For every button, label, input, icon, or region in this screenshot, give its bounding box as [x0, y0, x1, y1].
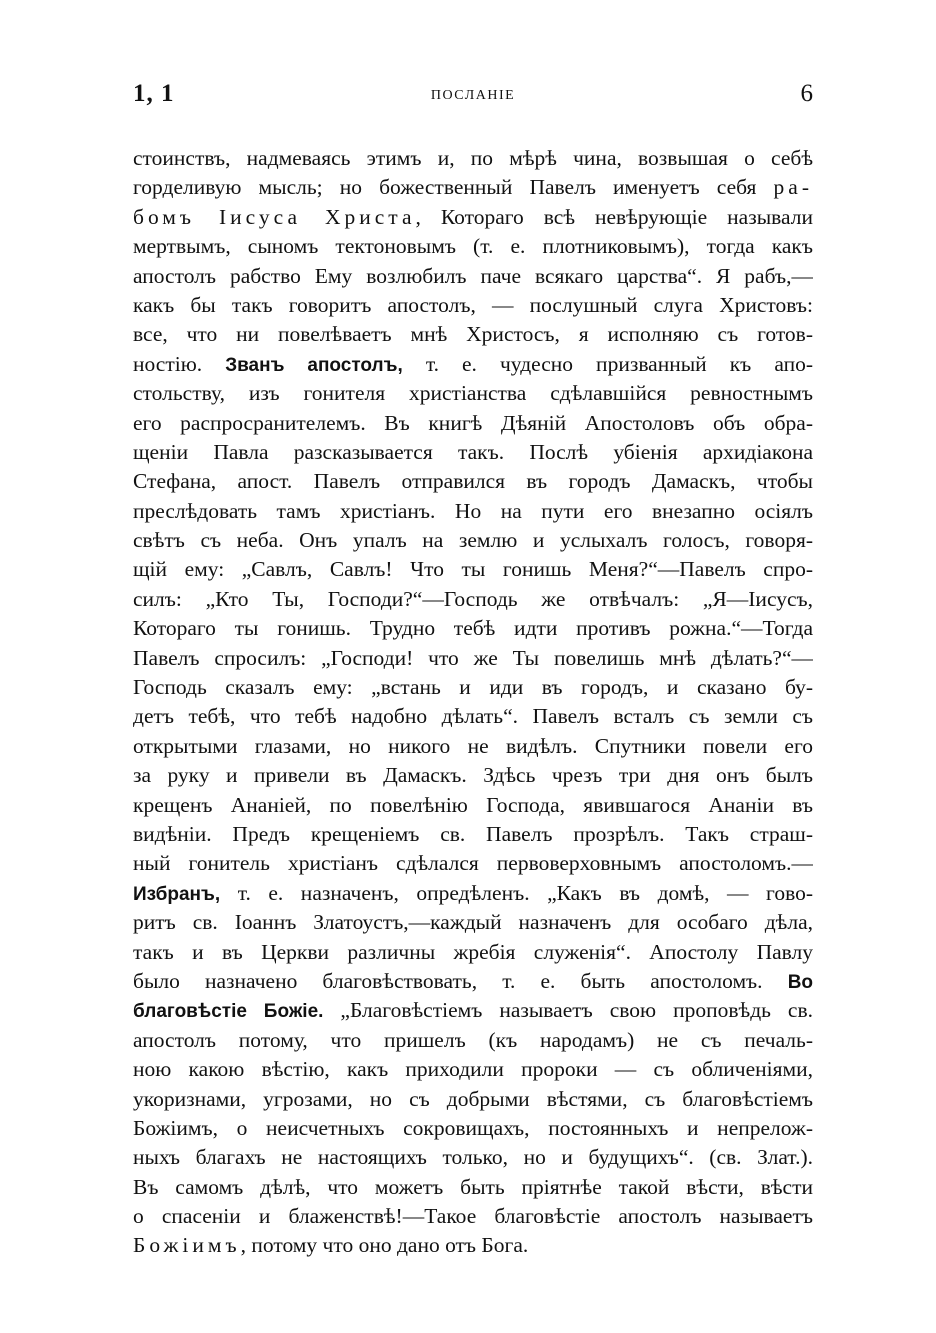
text-line [133, 203, 813, 232]
text-line [133, 879, 813, 908]
text-line: свѣтъ съ неба. Онъ упалъ на землю и услыхалъ голосъ, говоря- [133, 528, 813, 553]
spaced-emphasis: ра- [773, 175, 813, 200]
text-line: его распросранителемъ. Въ книгѣ Дѣяній Апостоловъ объ обра- [133, 410, 813, 435]
spaced-emphasis: Божіимъ [133, 1233, 241, 1258]
text-line: детъ тебѣ, что тебѣ надобно дѣлать“. Павелъ всталъ съ земли съ [133, 704, 813, 729]
text-line: ною какою вѣстію, какъ приходили пророки — съ обличеніями, [133, 1057, 813, 1082]
text-line: апостолъ рабство Ему возлюбилъ паче всякаго царства“. Я рабъ,— [133, 263, 813, 288]
text-segment: т. е. назначенъ, опредѣленъ. „Какъ въ домѣ, — гово- [237, 880, 813, 905]
text-segment: горделивую мысль; но божественный Павелъ именуетъ себя [133, 175, 757, 200]
text-line: ритъ св. Іоаннъ Златоустъ,—каждый назначенъ для особаго дѣла, [133, 910, 813, 935]
text-line: такъ и въ Церкви различны жребія служенія“. Апостолу Павлу [133, 939, 813, 964]
text-line: видѣніи. Предъ крещеніемъ св. Павелъ прозрѣлъ. Такъ страш- [133, 821, 813, 846]
text-line: щій ему: „Савлъ, Савлъ! Что ты гонишь Меня?“—Павелъ спро- [133, 557, 813, 582]
text-line: стольству, изъ гонителя христіанства сдѣлавшійся ревностнымъ [133, 381, 813, 406]
text-line: за руку и привели въ Дамаскъ. Здѣсь чрезъ три дня онъ былъ [133, 763, 813, 788]
text-segment: ностію. [133, 351, 203, 376]
text-line: стоинствъ, надмеваясь этимъ и, по мѣрѣ чина, возвышая о себѣ [133, 146, 813, 170]
bold-term: Избранъ, [133, 883, 221, 905]
page-number: 6 [800, 80, 813, 107]
text-line [133, 996, 813, 1025]
text-line: Господь сказалъ ему: „встань и иди въ городъ, и сказано бу- [133, 675, 813, 700]
text-line: Павелъ спросилъ: „Господи! что же Ты повелишь мнѣ дѣлать?“— [133, 645, 813, 670]
text-line: преслѣдовать тамъ христіанъ. Но на пути его внезапно осіялъ [133, 498, 813, 523]
text-line: Божіимъ, о неисчетныхъ сокровищахъ, постоянныхъ и непрелож- [133, 1115, 813, 1140]
text-line: укоризнами, угрозами, но съ добрыми вѣстями, съ благовѣстіемъ [133, 1086, 813, 1111]
text-line: крещенъ Ананіей, по повелѣнію Господа, явившагося Ананіи въ [133, 792, 813, 817]
text-line: силъ: „Кто Ты, Господи?“—Господь же отвѣчалъ: „Я—Іисусъ, [133, 586, 813, 611]
bold-term: Званъ апостолъ, [225, 354, 403, 376]
text-line [133, 173, 813, 202]
running-head [133, 80, 813, 112]
text-line: Котораго ты гонишь. Трудно тебѣ идти противъ рожна.“—Тогда [133, 616, 813, 641]
bold-term: благовѣстіе Божіе. [133, 1001, 324, 1023]
text-line [133, 350, 813, 379]
body-text [133, 144, 813, 1261]
text-line: Стефана, апост. Павелъ отправился въ городъ Дамаскъ, чтобы [133, 469, 813, 494]
text-line: мертвымъ, сыномъ тектоновымъ (т. е. плотниковымъ), тогда какъ [133, 234, 813, 259]
text-line: ный гонитель христіанъ сдѣлался первоверховнымъ апостоломъ.— [133, 851, 813, 876]
page-title: ПОСЛАНІЕ [430, 88, 516, 103]
text-segment: „Благовѣстіемъ называетъ свою проповѣдь св. [340, 998, 813, 1023]
text-line [133, 1231, 813, 1260]
text-line [133, 967, 813, 996]
bold-term: Во [787, 971, 813, 993]
text-line: какъ бы такъ говоритъ апостолъ, — послушный слуга Христовъ: [133, 292, 813, 317]
text-line: о спасеніи и блаженствѣ!—Такое благовѣстіе апостолъ называетъ [133, 1204, 813, 1229]
text-line: открытыми глазами, но никого не видѣлъ. Спутники повели его [133, 733, 813, 758]
text-segment: т. е. чудесно призванный къ апо- [425, 351, 813, 376]
text-line: щеніи Павла разсказывается такъ. Послѣ убіенія архидіакона [133, 439, 813, 464]
text-line: ныхъ благахъ не настоящихъ только, но и будущихъ“. (св. Злат.). [133, 1145, 813, 1170]
text-segment: было назначено благовѣствовать, т. е. быть апостоломъ. [133, 968, 763, 993]
text-line: Въ самомъ дѣлѣ, что можетъ быть пріятнѣе такой вѣсти, вѣсти [133, 1174, 813, 1199]
verse-reference: 1, 1 [133, 80, 175, 107]
spaced-emphasis: бомъ Іисуса Христа [133, 204, 416, 229]
text-segment: , Котораго всѣ невѣрующіе называли [415, 204, 813, 229]
text-line: все, что ни повелѣваетъ мнѣ Христосъ, я исполняю съ готов- [133, 322, 813, 347]
text-segment: , потому что оно дано отъ Бога. [240, 1233, 529, 1258]
text-line: апостолъ потому, что пришелъ (къ народамъ) не съ печаль- [133, 1027, 813, 1052]
